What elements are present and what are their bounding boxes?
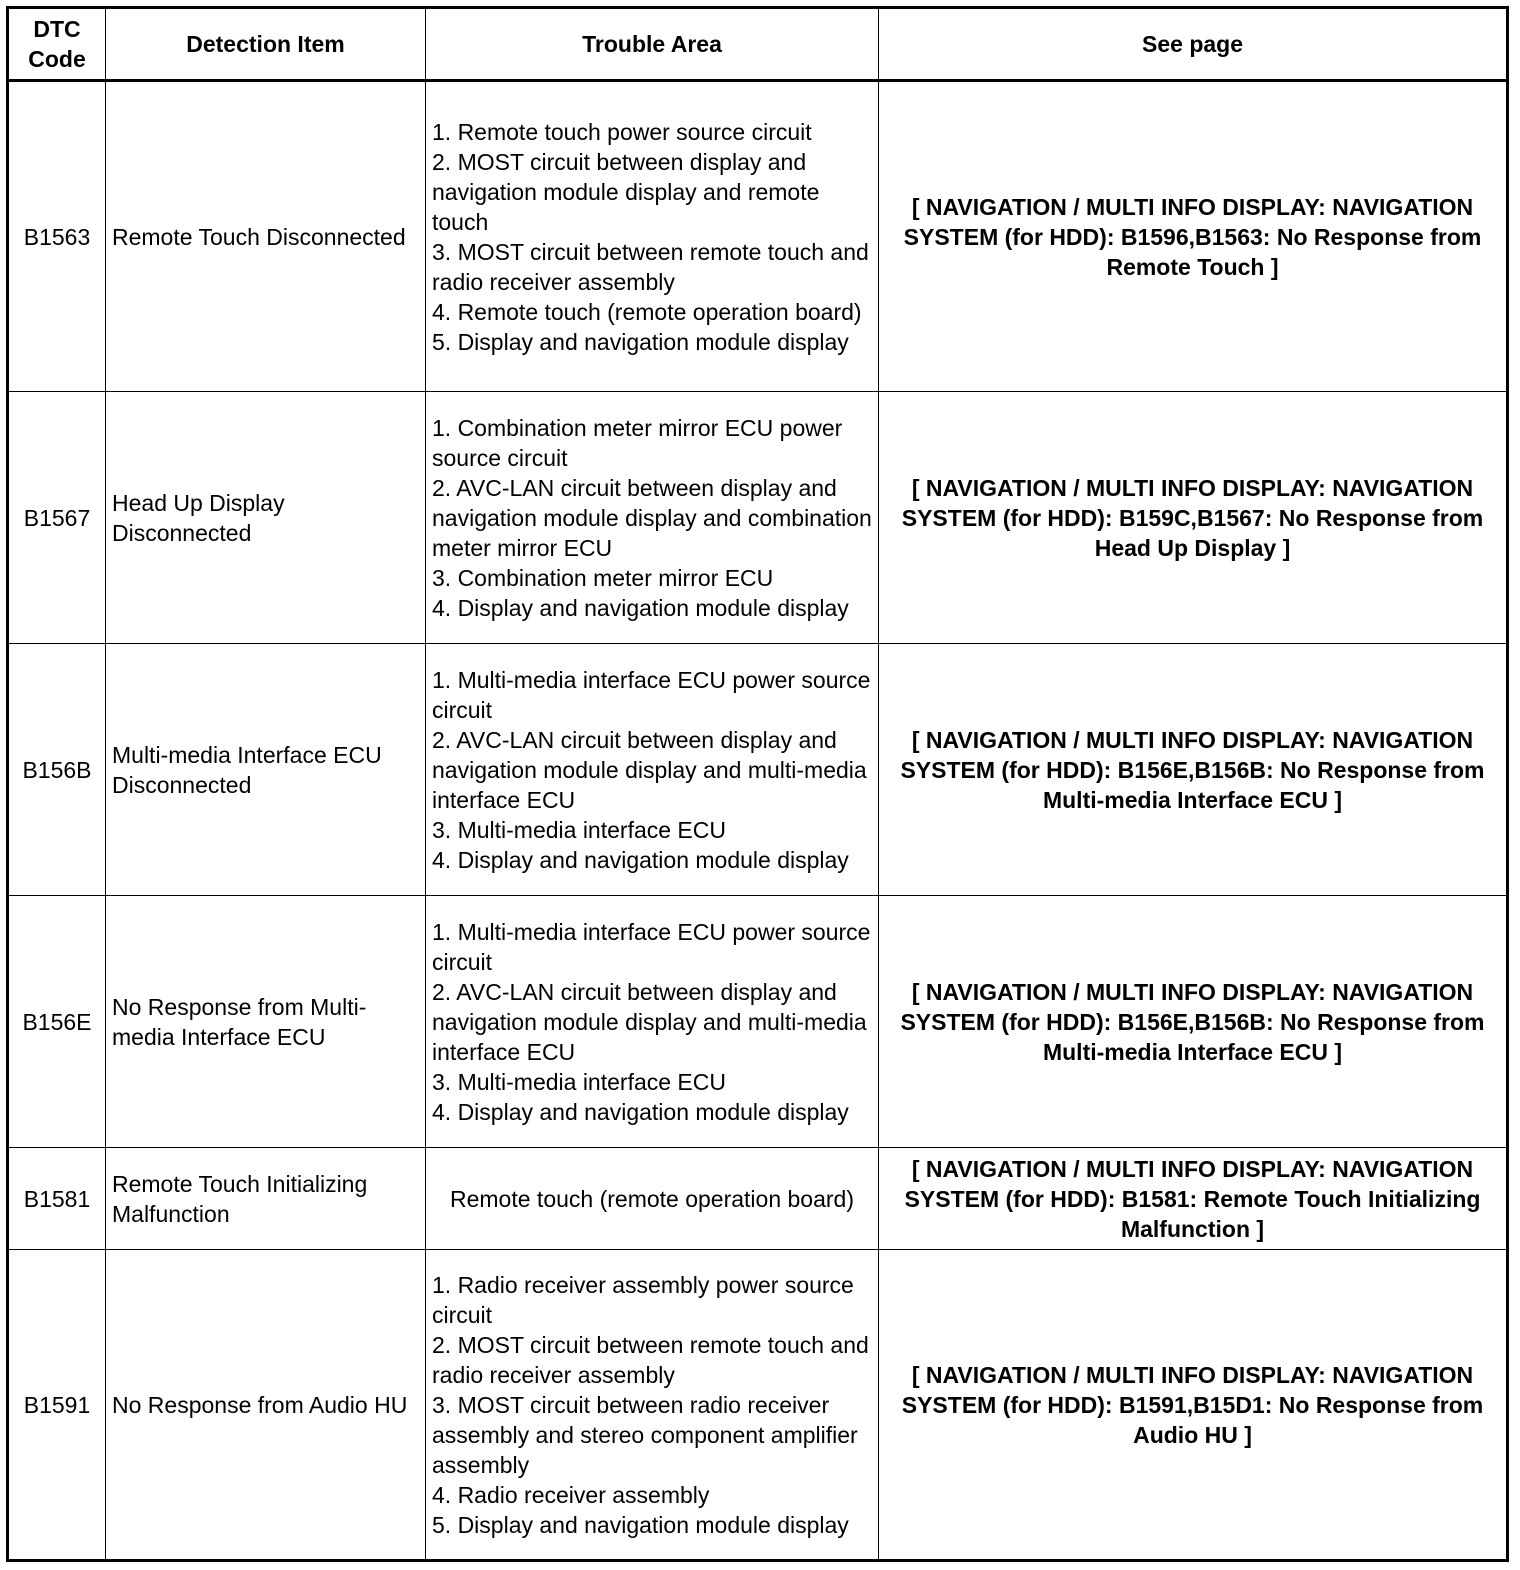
detection-item-cell: Remote Touch Disconnected [106,81,426,392]
trouble-area-item: 1. Combination meter mirror ECU power source circuit [432,414,843,471]
trouble-area-item: 2. AVC-LAN circuit between display and navigation module display and multi-media interface ECU [432,978,867,1065]
trouble-area-item: 5. Display and navigation module display [432,1511,849,1538]
see-page-link[interactable]: [ NAVIGATION / MULTI INFO DISPLAY: NAVIGATION SYSTEM (for HDD): B156E,B156B: No Response from Multi-media Interface ECU ] [879,644,1508,896]
trouble-area-item: 1. Multi-media interface ECU power source circuit [432,918,871,975]
header-dtc-code-line1: DTC [33,16,81,42]
dtc-code-cell: B156E [8,896,106,1148]
dtc-code-cell: B156B [8,644,106,896]
trouble-area-item: 2. AVC-LAN circuit between display and navigation module display and multi-media interface ECU [432,726,867,813]
trouble-area-item: 3. Combination meter mirror ECU [432,564,774,591]
table-row [8,1148,1508,1250]
trouble-area-item: 3. Multi-media interface ECU [432,1068,726,1095]
table-row [8,392,1508,644]
see-page-link[interactable]: [ NAVIGATION / MULTI INFO DISPLAY: NAVIGATION SYSTEM (for HDD): B1581: Remote Touch Initializing Malfunction ] [879,1148,1508,1250]
trouble-area-item: 3. Multi-media interface ECU [432,816,726,843]
trouble-area-cell [426,1148,879,1250]
trouble-area-item: 2. MOST circuit between display and navigation module display and remote touch [432,148,820,235]
trouble-area-item: 1. Multi-media interface ECU power source circuit [432,666,871,723]
dtc-code-cell: B1563 [8,81,106,392]
table-row [8,81,1508,392]
trouble-area-item: 2. AVC-LAN circuit between display and navigation module display and combination meter mirror ECU [432,474,872,561]
detection-item-cell: No Response from Multi-media Interface ECU [106,896,426,1148]
see-page-link[interactable]: [ NAVIGATION / MULTI INFO DISPLAY: NAVIGATION SYSTEM (for HDD): B156E,B156B: No Response from Multi-media Interface ECU ] [879,896,1508,1148]
trouble-area-item: Remote touch (remote operation board) [450,1185,854,1212]
detection-item-cell: Multi-media Interface ECU Disconnected [106,644,426,896]
trouble-area-item: 4. Display and navigation module display [432,594,849,621]
see-page-link[interactable]: [ NAVIGATION / MULTI INFO DISPLAY: NAVIGATION SYSTEM (for HDD): B1591,B15D1: No Response from Audio HU ] [879,1250,1508,1561]
dtc-table-body [8,81,1508,1561]
trouble-area-item: 4. Display and navigation module display [432,846,849,873]
trouble-area-item: 2. MOST circuit between remote touch and radio receiver assembly [432,1331,869,1388]
detection-item-cell: Remote Touch Initializing Malfunction [106,1148,426,1250]
table-row [8,644,1508,896]
trouble-area-cell [426,81,879,392]
dtc-code-cell: B1591 [8,1250,106,1561]
trouble-area-cell [426,896,879,1148]
header-trouble-area: Trouble Area [426,8,879,81]
dtc-code-cell: B1581 [8,1148,106,1250]
trouble-area-item: 4. Display and navigation module display [432,1098,849,1125]
header-see-page: See page [879,8,1508,81]
header-dtc-code [8,8,106,81]
trouble-area-cell [426,1250,879,1561]
trouble-area-item: 3. MOST circuit between radio receiver assembly and stereo component amplifier assembly [432,1391,858,1478]
trouble-area-item: 1. Radio receiver assembly power source circuit [432,1271,854,1328]
see-page-link[interactable]: [ NAVIGATION / MULTI INFO DISPLAY: NAVIGATION SYSTEM (for HDD): B1596,B1563: No Response from Remote Touch ] [879,81,1508,392]
trouble-area-item: 4. Radio receiver assembly [432,1481,710,1508]
trouble-area-item: 3. MOST circuit between remote touch and radio receiver assembly [432,238,869,295]
trouble-area-item: 1. Remote touch power source circuit [432,118,812,145]
trouble-area-item: 5. Display and navigation module display [432,328,849,355]
see-page-link[interactable]: [ NAVIGATION / MULTI INFO DISPLAY: NAVIGATION SYSTEM (for HDD): B159C,B1567: No Response from Head Up Display ] [879,392,1508,644]
trouble-area-cell [426,644,879,896]
trouble-area-item: 4. Remote touch (remote operation board) [432,298,862,325]
table-row [8,1250,1508,1561]
detection-item-cell: Head Up Display Disconnected [106,392,426,644]
header-detection-item: Detection Item [106,8,426,81]
table-row [8,896,1508,1148]
trouble-area-cell [426,392,879,644]
header-row [8,8,1508,81]
detection-item-cell: No Response from Audio HU [106,1250,426,1561]
dtc-table [6,6,1509,1562]
dtc-code-cell: B1567 [8,392,106,644]
header-dtc-code-line2: Code [28,46,86,72]
